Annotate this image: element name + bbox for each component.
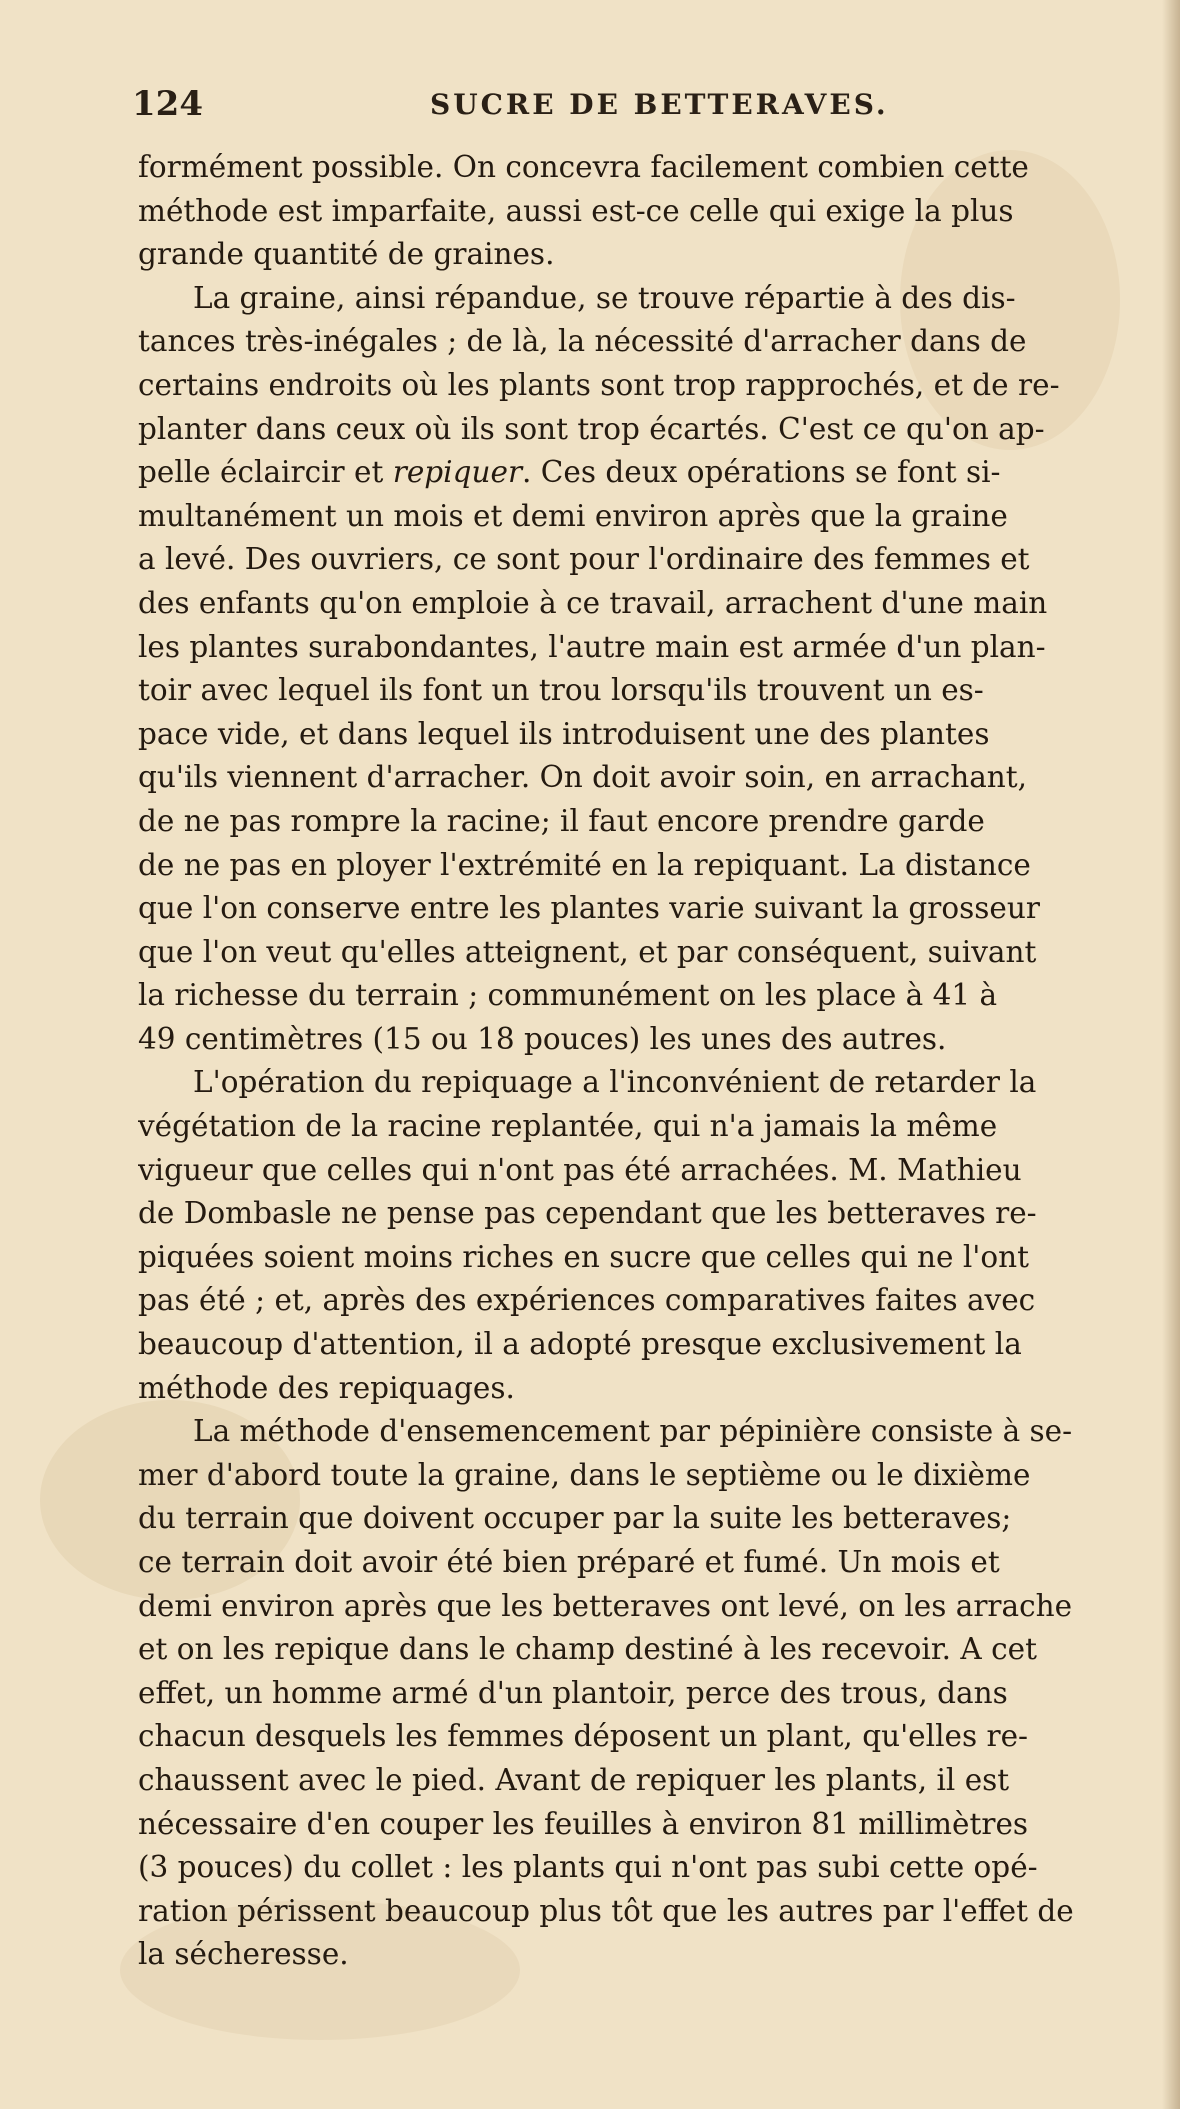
text-line: de ne pas en ployer l'extrémité en la repiquant. La distance xyxy=(138,847,1031,882)
text-line: que l'on conserve entre les plantes varie suivant la grosseur xyxy=(138,891,1040,926)
text-line: pelle éclaircir et repiquer. Ces deux opérations se font si- xyxy=(138,455,1001,490)
text-line: beaucoup d'attention, il a adopté presque exclusivement la xyxy=(138,1327,1022,1362)
text-line: du terrain que doivent occuper par la suite les betteraves; xyxy=(138,1501,1012,1536)
text-line: formément possible. On concevra facilement combien cette xyxy=(138,150,1029,184)
text-line: chacun desquels les femmes déposent un plant, qu'elles re- xyxy=(138,1719,1029,1754)
running-title: SUCRE DE BETTERAVES. xyxy=(430,88,889,121)
text-line: toir avec lequel ils font un trou lorsqu'ils trouvent un es- xyxy=(138,673,984,708)
text-line: multanément un mois et demi environ après que la graine xyxy=(138,498,1008,533)
text-line: ce terrain doit avoir été bien préparé et fumé. Un mois et xyxy=(138,1545,1000,1579)
text-line: la richesse du terrain ; communément on les place à 41 à xyxy=(138,978,998,1013)
text-line: pace vide, et dans lequel ils introduisent une des plantes xyxy=(138,716,990,751)
text-line: ration périssent beaucoup plus tôt que les autres par l'effet de xyxy=(138,1893,1074,1928)
page-header xyxy=(132,84,1177,134)
text-line: chaussent avec le pied. Avant de repiquer les plants, il est xyxy=(138,1762,1010,1797)
text-line: et on les repique dans le champ destiné à les recevoir. A cet xyxy=(138,1632,1037,1667)
text-line: certains endroits où les plants sont trop rapprochés, et de re- xyxy=(138,367,1060,402)
text-line: 49 centimètres (15 ou 18 pouces) les unes des autres. xyxy=(138,1021,947,1056)
text-line: la sécheresse. xyxy=(138,1937,349,1972)
text-line: végétation de la racine replantée, qui n'a jamais la même xyxy=(138,1109,998,1144)
text-line: qu'ils viennent d'arracher. On doit avoir soin, en arrachant, xyxy=(138,760,1028,795)
text-line: effet, un homme armé d'un plantoir, perce des trous, dans xyxy=(138,1675,1008,1710)
text-line: vigueur que celles qui n'ont pas été arrachées. M. Mathieu xyxy=(138,1152,1022,1187)
text-line: méthode est imparfaite, aussi est-ce celle qui exige la plus xyxy=(138,193,1014,228)
text-line: mer d'abord toute la graine, dans le septième ou le dixième xyxy=(138,1457,1031,1492)
text-line: de ne pas rompre la racine; il faut encore prendre garde xyxy=(138,803,985,838)
text-line: a levé. Des ouvriers, ce sont pour l'ordinaire des femmes et xyxy=(138,542,1030,577)
text-line: planter dans ceux où ils sont trop écartés. C'est ce qu'on ap- xyxy=(138,411,1045,446)
text-line: pas été ; et, après des expériences comparatives faites avec xyxy=(138,1283,1036,1318)
text-line: piquées soient moins riches en sucre que celles qui ne l'ont xyxy=(138,1239,1030,1274)
page-number: 124 xyxy=(132,84,203,124)
text-line: (3 pouces) du collet : les plants qui n'ont pas subi cette opé- xyxy=(138,1850,1038,1885)
italic-term: repiquer xyxy=(392,455,523,490)
text-line: les plantes surabondantes, l'autre main est armée d'un plan- xyxy=(138,629,1046,664)
text-line: que l'on veut qu'elles atteignent, et par conséquent, suivant xyxy=(138,934,1037,969)
text-line: tances très-inégales ; de là, la nécessité d'arracher dans de xyxy=(138,324,1027,359)
text-line: grande quantité de graines. xyxy=(138,237,555,272)
body-text xyxy=(138,146,1178,1977)
text-line: L'opération du repiquage a l'inconvénient de retarder la xyxy=(193,1065,1037,1100)
text-line: demi environ après que les betteraves ont levé, on les arrache xyxy=(138,1588,1073,1623)
text-line: La graine, ainsi répandue, se trouve répartie à des dis- xyxy=(193,280,1016,315)
text-line: de Dombasle ne pense pas cependant que les betteraves re- xyxy=(138,1196,1037,1231)
text-line: des enfants qu'on emploie à ce travail, arrachent d'une main xyxy=(138,585,1048,620)
text-line: La méthode d'ensemencement par pépinière consiste à se- xyxy=(193,1414,1073,1449)
text-line: méthode des repiquages. xyxy=(138,1370,515,1405)
text-line: nécessaire d'en couper les feuilles à environ 81 millimètres xyxy=(138,1806,1029,1841)
